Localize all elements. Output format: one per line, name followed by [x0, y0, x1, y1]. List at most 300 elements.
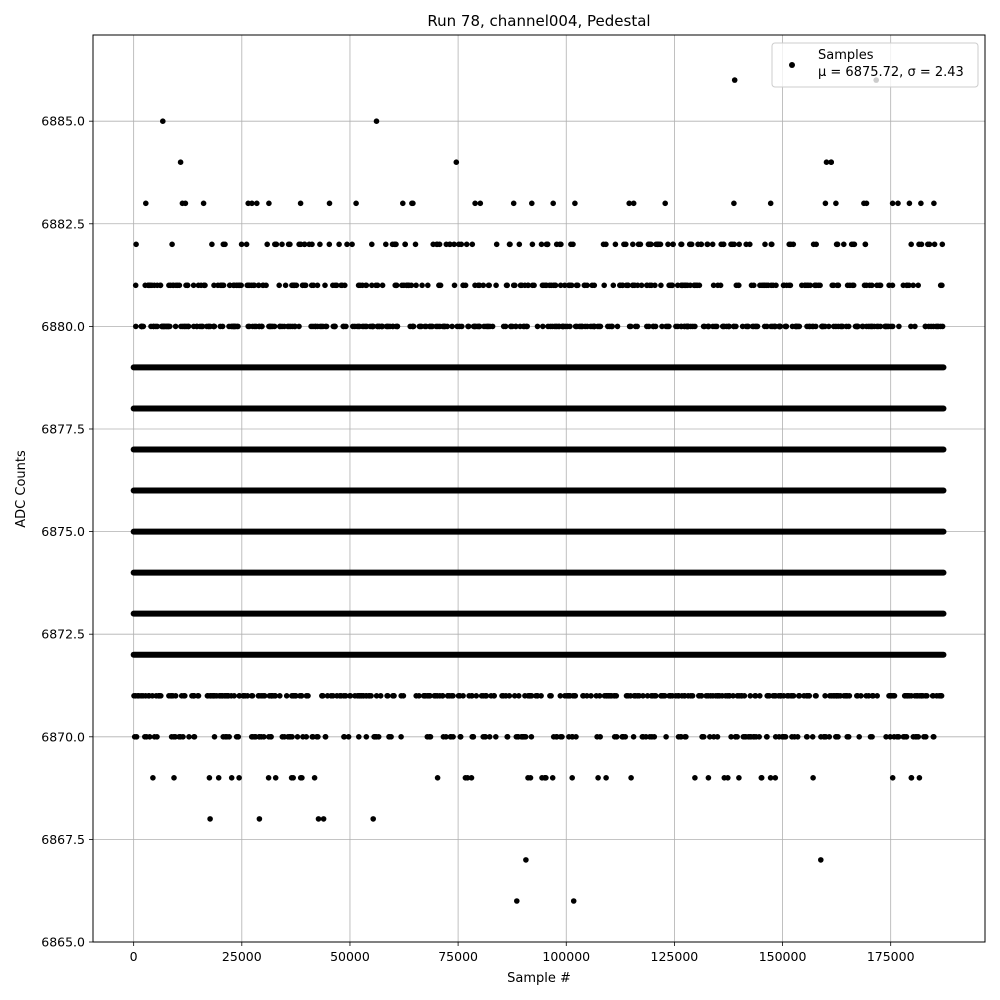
sample-point — [620, 283, 626, 289]
sample-point — [298, 201, 304, 207]
sample-point — [835, 734, 841, 740]
sample-point — [161, 324, 167, 330]
sample-point — [133, 283, 139, 289]
legend — [772, 43, 978, 87]
sample-point — [346, 734, 352, 740]
sample-point — [349, 242, 355, 248]
sample-point — [826, 324, 832, 330]
sample-point — [535, 693, 541, 699]
sample-point — [451, 242, 457, 248]
sample-point — [434, 242, 440, 248]
sample-point — [364, 734, 370, 740]
sample-point — [460, 283, 466, 289]
sample-point — [280, 734, 286, 740]
sample-point — [220, 324, 226, 330]
sample-point — [908, 242, 914, 248]
sample-point — [312, 775, 318, 781]
sample-point — [539, 242, 545, 248]
sample-point — [472, 283, 478, 289]
sample-point — [166, 693, 172, 699]
sample-point — [565, 324, 571, 330]
sample-point — [257, 816, 263, 822]
sample-point — [869, 324, 875, 330]
sample-point — [743, 242, 749, 248]
sample-point — [267, 324, 273, 330]
sample-point — [678, 242, 684, 248]
sample-point — [369, 242, 375, 248]
sample-point — [523, 857, 529, 863]
sample-point — [413, 693, 419, 699]
sample-point — [504, 283, 510, 289]
sample-point — [630, 242, 636, 248]
sample-point — [204, 324, 210, 330]
sample-point — [186, 734, 192, 740]
sample-point — [762, 242, 768, 248]
sample-point — [279, 242, 285, 248]
sample-point — [156, 693, 162, 699]
sample-point — [189, 693, 195, 699]
sample-point — [773, 283, 779, 289]
sample-point — [171, 775, 177, 781]
sample-point — [759, 775, 765, 781]
sample-point — [569, 775, 575, 781]
sample-point — [249, 734, 255, 740]
sample-point — [571, 898, 577, 904]
sample-point — [201, 201, 207, 207]
sample-point — [202, 283, 208, 289]
sample-point — [711, 283, 717, 289]
sample-point — [759, 283, 765, 289]
sample-point — [662, 201, 668, 207]
sample-point — [659, 324, 665, 330]
sample-point — [383, 242, 389, 248]
sample-point — [441, 734, 447, 740]
sample-point — [276, 283, 282, 289]
sample-point — [707, 734, 713, 740]
sample-point — [470, 734, 476, 740]
sample-point — [285, 734, 291, 740]
sample-point — [266, 201, 272, 207]
sample-point — [315, 734, 321, 740]
y-tick-label: 6885.0 — [41, 113, 85, 129]
sample-point — [768, 324, 774, 330]
sample-point — [777, 324, 783, 330]
x-tick-label: 175000 — [866, 949, 915, 964]
sample-point — [257, 324, 263, 330]
sample-point — [236, 283, 242, 289]
sample-point — [764, 734, 770, 740]
sample-point — [620, 734, 626, 740]
sample-point — [911, 734, 917, 740]
sample-point — [649, 734, 655, 740]
sample-point — [258, 693, 264, 699]
sample-point — [209, 242, 215, 248]
sample-point — [685, 693, 691, 699]
sample-point — [299, 693, 305, 699]
sample-point — [810, 775, 816, 781]
sample-point — [786, 693, 792, 699]
sample-point — [781, 283, 787, 289]
legend-marker — [789, 62, 795, 68]
sample-point — [547, 693, 553, 699]
sample-point — [300, 283, 306, 289]
sample-point — [310, 324, 316, 330]
sample-point — [706, 775, 712, 781]
y-tick-label: 6865.0 — [41, 934, 85, 950]
y-tick-label: 6867.5 — [41, 831, 85, 847]
sample-point — [572, 201, 578, 207]
sample-point — [731, 324, 737, 330]
sample-point — [710, 242, 716, 248]
sample-point — [401, 693, 407, 699]
y-axis-label: ADC Counts — [14, 450, 29, 528]
sample-point — [344, 242, 350, 248]
sample-point — [530, 242, 536, 248]
sample-point — [304, 734, 310, 740]
sample-point — [147, 283, 153, 289]
sample-point — [373, 283, 379, 289]
sample-point — [850, 283, 856, 289]
sample-point — [470, 242, 476, 248]
sample-point — [919, 242, 925, 248]
sample-point — [236, 775, 242, 781]
sample-point — [523, 734, 529, 740]
sample-point — [643, 734, 649, 740]
sample-point — [772, 693, 778, 699]
sample-point — [613, 242, 619, 248]
sample-point — [582, 283, 588, 289]
sample-point — [605, 693, 611, 699]
sample-point — [846, 734, 852, 740]
sample-point — [646, 324, 652, 330]
sample-point — [595, 775, 601, 781]
sample-point — [938, 693, 944, 699]
sample-point — [320, 693, 326, 699]
sample-point — [834, 242, 840, 248]
sample-point — [915, 283, 921, 289]
sample-point — [874, 693, 880, 699]
sample-point — [804, 283, 810, 289]
sample-point — [487, 324, 493, 330]
sample-point — [542, 775, 548, 781]
sample-point — [259, 734, 265, 740]
sample-point — [211, 283, 217, 289]
sample-point — [266, 734, 272, 740]
sample-point — [184, 324, 190, 330]
sample-point — [804, 324, 810, 330]
sample-point — [649, 693, 655, 699]
sample-point — [601, 242, 607, 248]
sample-point — [575, 283, 581, 289]
sample-point — [388, 734, 394, 740]
sample-point — [921, 734, 927, 740]
sample-point — [398, 734, 404, 740]
sample-point — [731, 201, 737, 207]
sample-point — [692, 283, 698, 289]
sample-point — [425, 283, 431, 289]
sample-point — [285, 324, 291, 330]
sample-point — [579, 324, 585, 330]
sample-point — [907, 201, 913, 207]
sample-point — [860, 324, 866, 330]
sample-point — [601, 283, 607, 289]
sample-point — [710, 324, 716, 330]
sample-point — [154, 734, 160, 740]
x-tick-label: 150000 — [758, 949, 807, 964]
sample-point — [678, 324, 684, 330]
sample-point — [290, 775, 296, 781]
sample-point — [822, 734, 828, 740]
sample-point — [183, 283, 189, 289]
sample-point — [710, 693, 716, 699]
sample-point — [782, 324, 788, 330]
sample-point — [535, 324, 541, 330]
sample-point — [797, 693, 803, 699]
sample-point — [680, 283, 686, 289]
sample-point — [529, 734, 535, 740]
sample-point — [836, 324, 842, 330]
sample-point — [374, 118, 380, 124]
sample-point — [409, 201, 415, 207]
sample-point — [256, 283, 262, 289]
sample-point — [540, 324, 546, 330]
x-tick-label: 25000 — [221, 949, 262, 964]
sample-point — [244, 283, 250, 289]
sample-point — [665, 242, 671, 248]
sample-point — [940, 324, 946, 330]
sample-point — [449, 324, 455, 330]
sample-point — [419, 283, 425, 289]
sample-point — [588, 693, 594, 699]
x-tick-label: 125000 — [650, 949, 699, 964]
sample-point — [295, 734, 301, 740]
sample-point — [254, 201, 260, 207]
sample-point — [493, 283, 499, 289]
y-tick-label: 6880.0 — [41, 318, 85, 334]
sample-point — [558, 242, 564, 248]
sample-point — [216, 775, 222, 781]
sample-point — [486, 283, 492, 289]
sample-point — [273, 775, 279, 781]
sample-point — [594, 693, 600, 699]
sample-point — [336, 242, 342, 248]
sample-point — [930, 693, 936, 699]
sample-point — [178, 159, 184, 165]
sample-point — [757, 693, 763, 699]
sample-point — [732, 77, 738, 83]
sample-point — [607, 324, 613, 330]
sample-point — [479, 693, 485, 699]
y-tick-label: 6870.0 — [41, 729, 85, 745]
sample-point — [722, 775, 728, 781]
sample-point — [806, 693, 812, 699]
sample-point — [926, 324, 932, 330]
sample-point — [501, 324, 507, 330]
sample-point — [752, 693, 758, 699]
sample-point — [266, 775, 272, 781]
sample-point — [756, 734, 762, 740]
sample-point — [567, 693, 573, 699]
sample-point — [795, 734, 801, 740]
sample-point — [491, 693, 497, 699]
sample-point — [380, 283, 386, 289]
sample-point — [425, 693, 431, 699]
sample-point — [413, 283, 419, 289]
sample-point — [356, 734, 362, 740]
sample-point — [244, 242, 250, 248]
sample-point — [250, 693, 256, 699]
sample-point — [668, 693, 674, 699]
sample-point — [359, 693, 365, 699]
sample-point — [394, 283, 400, 289]
sample-point — [673, 324, 679, 330]
y-tick-label: 6875.0 — [41, 524, 85, 540]
sample-point — [264, 242, 270, 248]
sample-point — [222, 242, 228, 248]
sample-point — [603, 775, 609, 781]
sample-point — [696, 693, 702, 699]
sample-point — [906, 283, 912, 289]
sample-point — [385, 324, 391, 330]
sample-point — [513, 324, 519, 330]
sample-point — [849, 242, 855, 248]
sample-point — [197, 324, 203, 330]
y-tick-label: 6877.5 — [41, 421, 85, 437]
sample-point — [700, 734, 706, 740]
sample-point — [746, 734, 752, 740]
sample-point — [139, 324, 145, 330]
sample-point — [263, 283, 269, 289]
sample-point — [292, 324, 298, 330]
sample-point — [147, 734, 153, 740]
sample-point — [912, 324, 918, 330]
sample-point — [841, 242, 847, 248]
x-tick-label: 50000 — [330, 949, 370, 964]
y-tick-label: 6872.5 — [41, 626, 85, 642]
sample-point — [890, 775, 896, 781]
sample-point — [731, 242, 737, 248]
x-tick-label: 100000 — [542, 949, 591, 964]
sample-point — [843, 693, 849, 699]
sample-point — [717, 693, 723, 699]
sample-point — [569, 734, 575, 740]
sample-point — [228, 324, 234, 330]
sample-point — [391, 693, 397, 699]
sample-point — [833, 201, 839, 207]
x-tick-label: 0 — [129, 949, 138, 964]
sample-point — [819, 324, 825, 330]
sample-point — [813, 283, 819, 289]
sample-point — [895, 201, 901, 207]
sample-point — [142, 734, 148, 740]
sample-point — [317, 242, 323, 248]
sample-point — [598, 324, 604, 330]
sample-point — [829, 693, 835, 699]
sample-point — [663, 734, 669, 740]
sample-point — [939, 283, 945, 289]
sample-point — [323, 734, 329, 740]
sample-point — [284, 693, 290, 699]
sample-point — [360, 283, 366, 289]
sample-point — [449, 693, 455, 699]
sample-point — [452, 283, 458, 289]
chart-title: Run 78, channel004, Pedestal — [427, 12, 651, 30]
sample-point — [441, 324, 447, 330]
sample-point — [675, 693, 681, 699]
sample-point — [514, 898, 520, 904]
sample-point — [903, 693, 909, 699]
sample-point — [831, 283, 837, 289]
sample-point — [828, 159, 834, 165]
sample-point — [227, 283, 233, 289]
sample-point — [283, 283, 289, 289]
sample-point — [550, 775, 556, 781]
sample-point — [151, 324, 157, 330]
sample-point — [592, 283, 598, 289]
sample-point — [742, 693, 748, 699]
sample-point — [789, 734, 795, 740]
sample-point — [177, 283, 183, 289]
sample-point — [150, 775, 156, 781]
sample-point — [440, 693, 446, 699]
sample-point — [624, 693, 630, 699]
sample-point — [465, 324, 471, 330]
sample-point — [736, 775, 742, 781]
sample-point — [877, 283, 883, 289]
sample-point — [799, 283, 805, 289]
sample-point — [182, 693, 188, 699]
sample-point — [612, 734, 618, 740]
sample-point — [208, 693, 214, 699]
sample-point — [155, 283, 161, 289]
legend-entry-title: Samples — [818, 48, 874, 63]
sample-point — [666, 283, 672, 289]
sample-point — [658, 693, 664, 699]
sample-point — [133, 242, 139, 248]
sample-point — [309, 242, 315, 248]
sample-point — [529, 201, 535, 207]
sample-point — [363, 324, 369, 330]
sample-point — [133, 693, 139, 699]
sample-point — [274, 242, 280, 248]
sample-point — [234, 734, 240, 740]
sample-point — [634, 324, 640, 330]
sample-point — [460, 693, 466, 699]
sample-point — [724, 324, 730, 330]
sample-point — [925, 242, 931, 248]
sample-point — [940, 242, 946, 248]
sample-point — [370, 816, 376, 822]
sample-point — [931, 734, 937, 740]
sample-point — [636, 242, 642, 248]
sample-point — [644, 283, 650, 289]
sample-point — [751, 734, 757, 740]
sample-point — [562, 693, 568, 699]
sample-point — [559, 324, 565, 330]
sample-point — [909, 775, 915, 781]
sample-point — [751, 283, 757, 289]
sample-point — [631, 201, 637, 207]
sample-point — [734, 283, 740, 289]
sample-point — [736, 242, 742, 248]
sample-point — [735, 693, 741, 699]
sample-point — [338, 283, 344, 289]
sample-point — [512, 693, 518, 699]
sample-point — [347, 693, 353, 699]
sample-point — [212, 734, 218, 740]
sample-point — [466, 693, 472, 699]
sample-point — [419, 324, 425, 330]
